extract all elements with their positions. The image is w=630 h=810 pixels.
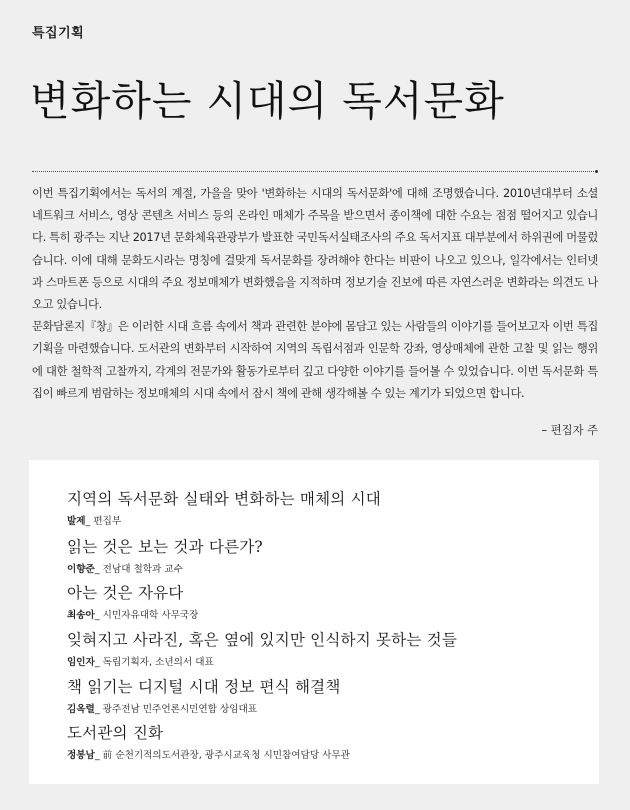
author-separator: _ (94, 564, 103, 575)
dotted-divider (32, 171, 598, 172)
author-name: 임인자 (67, 657, 95, 668)
author-name: 발제 (67, 516, 86, 527)
toc-item-title: 아는 것은 자유다 (67, 584, 184, 602)
toc-item-title: 책 읽기는 디지털 시대 정보 편식 해결책 (67, 678, 341, 696)
author-separator: _ (85, 516, 94, 527)
toc-item-title: 읽는 것은 보는 것과 다른가? (67, 538, 263, 556)
toc-item[interactable] (67, 675, 341, 715)
author-role: 독립기획자, 소년의서 대표 (102, 657, 214, 668)
toc-item[interactable] (67, 581, 198, 621)
toc-item[interactable] (67, 535, 263, 575)
page-title: 변화하는 시대의 독서문화 (30, 77, 505, 125)
toc-item-author (67, 654, 457, 668)
author-role: 편집부 (93, 516, 122, 527)
table-of-contents (29, 460, 599, 784)
author-name: 이향준 (67, 564, 95, 575)
toc-item-author (67, 747, 350, 761)
author-role: 시민자유대학 사무국장 (102, 610, 199, 621)
author-separator: _ (94, 704, 103, 715)
toc-item-title: 잊혀지고 사라진, 혹은 옆에 있지만 인식하지 못하는 것들 (67, 631, 457, 649)
intro-text (32, 183, 598, 405)
toc-item-author (67, 701, 341, 715)
author-separator: _ (94, 657, 103, 668)
toc-item-title: 도서관의 진화 (67, 724, 164, 742)
intro-paragraph-2: 문화담론지『창』은 이러한 시대 흐름 속에서 책과 관련한 분야에 몸담고 있는 사람들의 이야기를 들어보고자 이번 특집기획을 마련했습니다. 도서관의 변화부터 시작하여 지역의 독립서점과 인문학 강좌, 영상매체에 관한 고찰 및 읽는 행위에 대한 철학적 고찰까지, 각계의 전문가와 활동가로부터 깊고 다양한 이야기를 들어볼 수 있었습니다. 이번 독서문화 특집이 빠르게 범람하는 정보매체의 시대 속에서 잠시 책에 관해 생각해볼 수 있는 계기가 되었으면 합니다. (32, 320, 598, 400)
toc-item-author (67, 513, 381, 527)
editor-note: – 편집자 주 (541, 424, 598, 437)
intro-paragraph-1: 이번 특집기획에서는 독서의 계절, 가을을 맞아 '변화하는 시대의 독서문화'에 대해 조명했습니다. 2010년대부터 소셜 네트워크 서비스, 영상 콘텐츠 서비스 등의 온라인 매체가 주목을 받으면서 종이책에 대한 수요는 점점 떨어지고 있습니다. 특히 광주는 지난 2017년 문화체육관광부가 발표한 국민독서실태조사의 주요 독서지표 대부분에서 하위권에 머물렀습니다. 이에 대해 문화도시라는 명칭에 걸맞게 독서문화를 장려해야 한다는 비판이 나오고 있으나, 일각에서는 인터넷과 스마트폰 등으로 시대의 주요 정보매체가 변화했음을 지적하며 정보기술 진보에 따른 자연스러운 변화라는 의견도 나오고 있습니다. (32, 187, 598, 312)
toc-item[interactable] (67, 721, 350, 761)
toc-item[interactable] (67, 487, 381, 527)
toc-item-title: 지역의 독서문화 실태와 변화하는 매체의 시대 (67, 490, 381, 508)
author-separator: _ (94, 610, 103, 621)
author-name: 김옥렬 (67, 704, 95, 715)
author-separator: _ (94, 750, 103, 761)
author-role: 광주전남 민주언론시민연합 상임대표 (102, 704, 258, 715)
author-role: 前 순천기적의도서관장, 광주시교육청 시민참여담당 사무관 (102, 750, 350, 761)
toc-item[interactable] (67, 628, 457, 668)
author-name: 정봉남 (67, 750, 95, 761)
toc-item-author (67, 607, 198, 621)
toc-item-author (67, 561, 263, 575)
section-label: 특집기획 (32, 26, 85, 41)
author-role: 전남대 철학과 교수 (102, 564, 183, 575)
author-name: 최송아 (67, 610, 95, 621)
